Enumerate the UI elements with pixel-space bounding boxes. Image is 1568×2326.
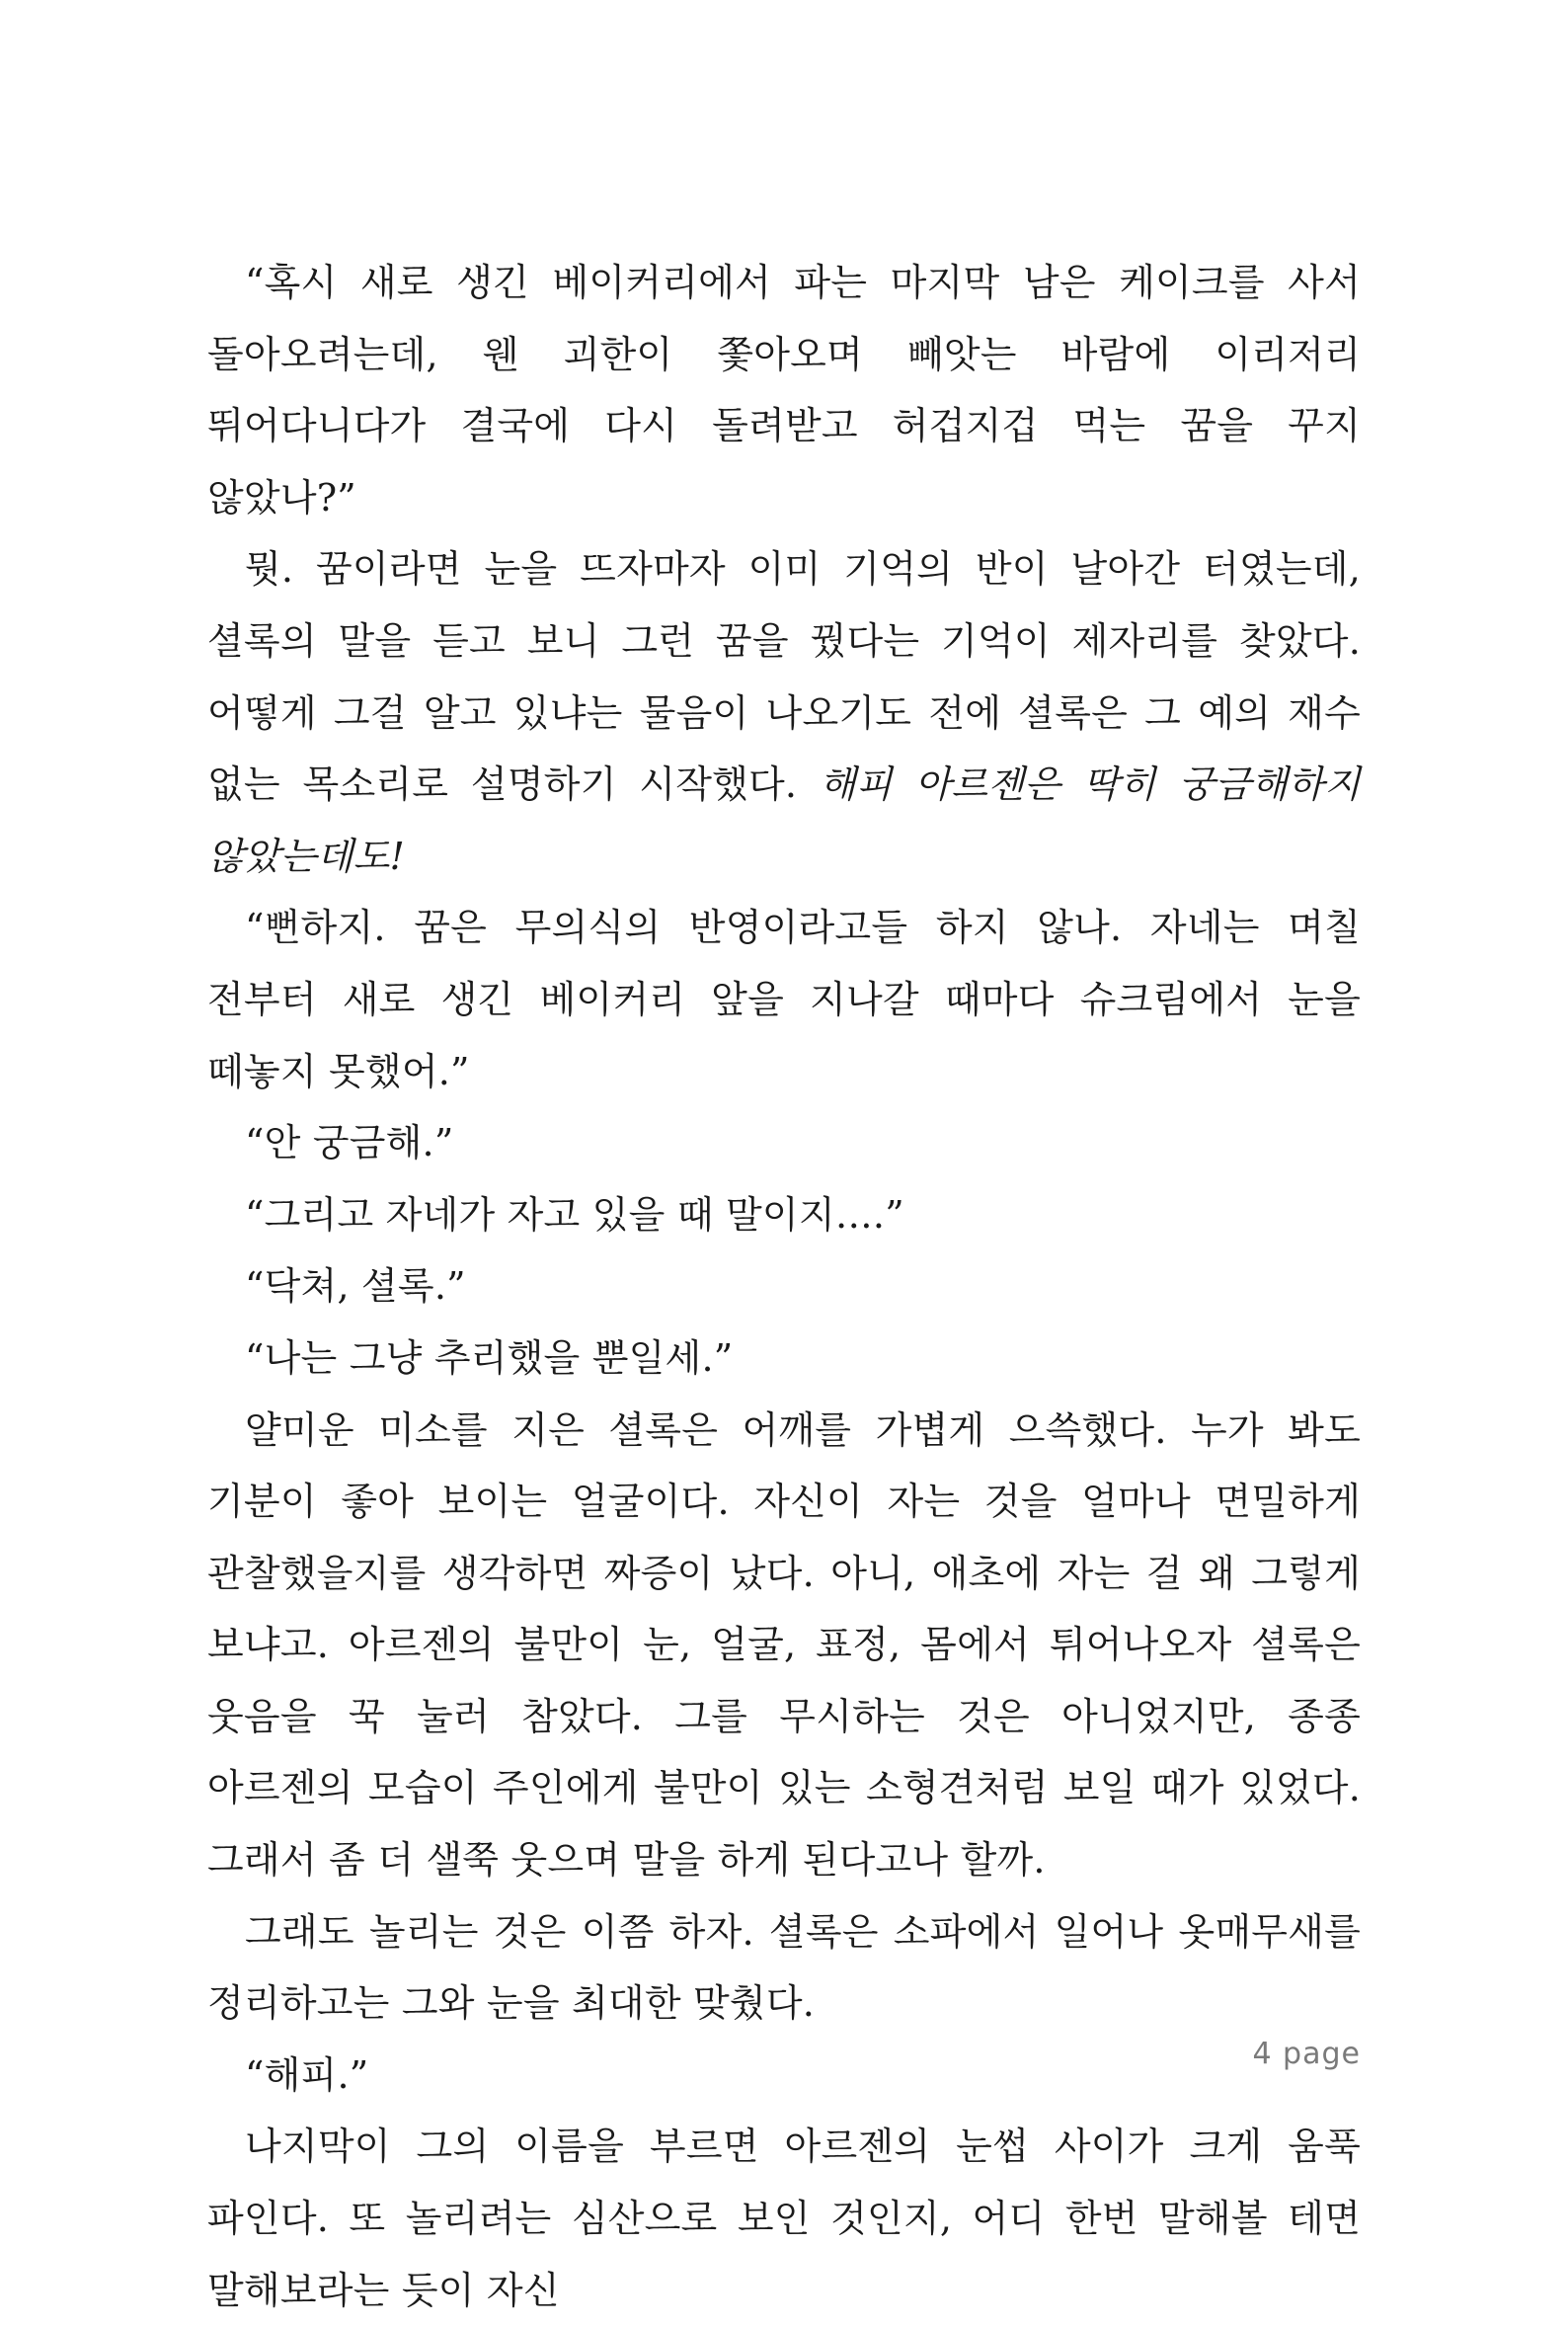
- paragraph: [207, 533, 1361, 892]
- paragraph-text: “그리고 자네가 자고 있을 때 말이지….”: [245, 1192, 904, 1237]
- paragraph: [207, 2111, 1361, 2326]
- paragraph: [207, 1107, 1361, 1179]
- paragraph-text: 얄미운 미소를 지은 셜록은 어깨를 가볍게 으쓱했다. 누가 봐도 기분이 좋아 보이는 얼굴이다. 자신이 자는 것을 얼마나 면밀하게 관찰했을지를 생각하면 짜증이 났다. 아니, 애초에 자는 걸 왜 그렇게 보냐고. 아르젠의 불만이 눈, 얼굴, 표정, 몸에서 튀어나오자 셜록은 웃음을 꾹 눌러 참았다. 그를 무시하는 것은 아니었지만, 종종 아르젠의 모습이 주인에게 불만이 있는 소형견처럼 보일 때가 있었다. 그래서 좀 더 샐쭉 웃으며 말을 하게 된다고나 할까.: [207, 1407, 1361, 1883]
- paragraph: [207, 247, 1361, 533]
- paragraph-text: 뭣. 꿈이라면 눈을 뜨자마자 이미 기억의 반이 날아간 터였는데, 셜록의 말을 듣고 보니 그런 꿈을 꿨다는 기억이 제자리를 찾았다. 어떻게 그걸 알고 있냐는 물음이 나오기도 전에 셜록은 그 예의 재수 없는 목소리로 설명하기 시작했다.: [207, 547, 1361, 807]
- paragraph-text: “뻔하지. 꿈은 무의식의 반영이라고들 하지 않나. 자네는 며칠 전부터 새로 생긴 베이커리 앞을 지나갈 때마다 슈크림에서 눈을 떼놓지 못했어.”: [207, 906, 1361, 1093]
- paragraph-text: “닥쳐, 셜록.”: [245, 1264, 466, 1309]
- paragraph: [207, 1896, 1361, 2040]
- paragraph-text: “나는 그냥 추리했을 뿐일세.”: [245, 1335, 734, 1380]
- paragraph-text: 나지막이 그의 이름을 부르면 아르젠의 눈썹 사이가 크게 움푹 파인다. 또 놀리려는 심산으로 보인 것인지, 어디 한번 말해볼 테면 말해보라는 듯이 자신: [207, 2125, 1361, 2312]
- italic-thought: 해피 아르젠은 딱히 궁금해하지 않았는데도!: [207, 762, 1361, 878]
- paragraph-text: “해피.”: [245, 2052, 369, 2097]
- body-text: [207, 247, 1361, 2326]
- paragraph: [207, 1323, 1361, 1395]
- paragraph: [207, 2040, 1361, 2112]
- paragraph-text: “안 궁금해.”: [245, 1121, 454, 1165]
- paragraph: [207, 1179, 1361, 1251]
- paragraph-text: “혹시 새로 생긴 베이커리에서 파는 마지막 남은 케이크를 사서 돌아오려는데, 웬 괴한이 쫓아오며 빼앗는 바람에 이리저리 뛰어다니다가 결국에 다시 돌려받고 허겁지겁 먹는 꿈을 꾸지 않았나?”: [207, 261, 1361, 520]
- paragraph-text: 그래도 놀리는 것은 이쯤 하자. 셜록은 소파에서 일어나 옷매무새를 정리하고는 그와 눈을 최대한 맞췄다.: [207, 1909, 1361, 2026]
- paragraph: [207, 1395, 1361, 1896]
- paragraph: [207, 892, 1361, 1107]
- page-number: 4 page: [1252, 2037, 1361, 2071]
- paragraph: [207, 1250, 1361, 1323]
